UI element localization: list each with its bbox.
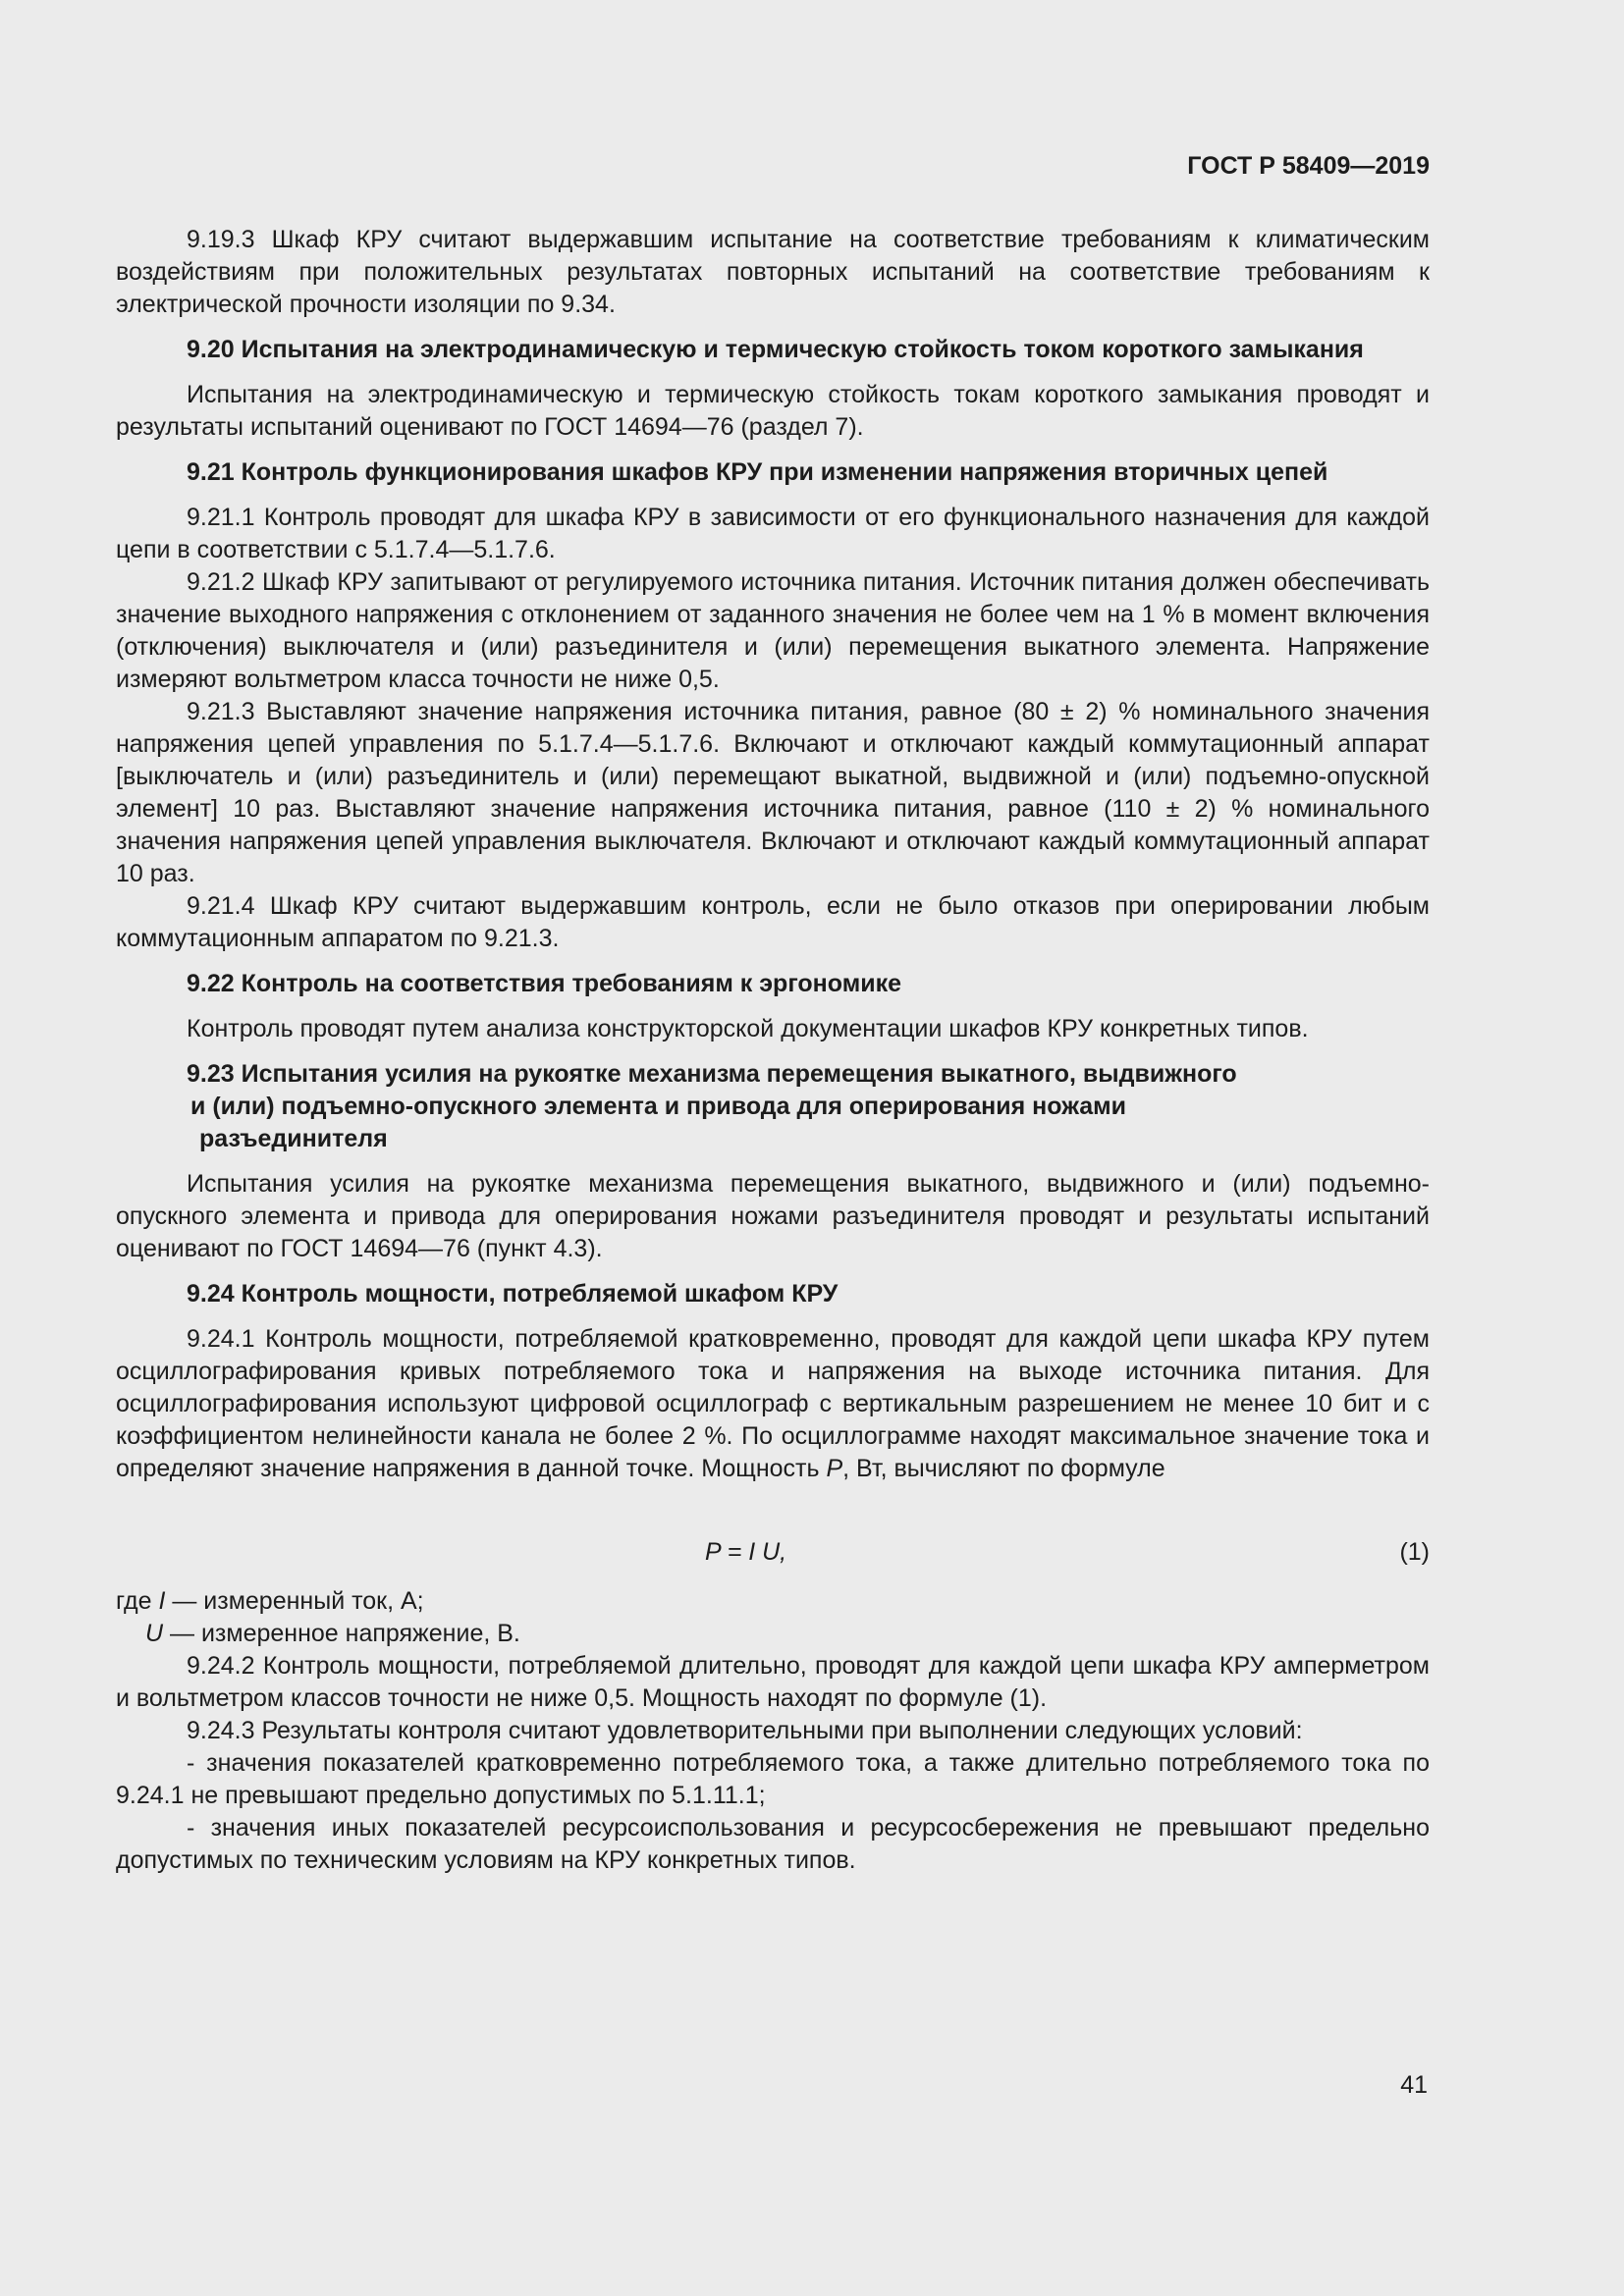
voltage-variable: U bbox=[145, 1620, 164, 1647]
formula-number: (1) bbox=[1399, 1538, 1430, 1566]
paragraph-9-24-3: 9.24.3 Результаты контроля считают удовлетворительными при выполнении следующих условий: bbox=[187, 1717, 1303, 1744]
document-body bbox=[116, 224, 1430, 1877]
heading-9-23-line-1: 9.23 Испытания усилия на рукоятке механизма перемещения выкатного, выдвижного bbox=[187, 1060, 1237, 1088]
heading-9-23-line-3: разъединителя bbox=[199, 1125, 388, 1152]
paragraph-9-21-2: 9.21.2 Шкаф КРУ запитывают от регулируемого источника питания. Источник питания должен обеспечивать значение выходного напряжения с отклонением от заданного значения не более чем на 1 % в момент включения (отключения) выключателя и (или) разъединителя и (или) перемещения выкатного элемента. Напряжение измеряют вольтметром класса точности не ниже 0,5. bbox=[116, 568, 1430, 693]
formula-1 bbox=[116, 1536, 1430, 1569]
heading-9-22: 9.22 Контроль на соответствия требованиям к эргономике bbox=[187, 970, 902, 997]
paragraph-9-19-3: 9.19.3 Шкаф КРУ считают выдержавшим испытание на соответствие требованиям к климатическим воздействиям при положительных результатах повторных испытаний на соответствие требованиям к электрической прочности изоляции по 9.34. bbox=[116, 226, 1430, 318]
list-item: - значения показателей кратковременно потребляемого тока, а также длительно потребляемого тока по 9.24.1 не превышают предельно допустимых по 5.1.11.1; bbox=[116, 1749, 1430, 1809]
where-prefix: где bbox=[116, 1587, 159, 1615]
paragraph-9-24-1 bbox=[116, 1323, 1430, 1485]
formula-expression: P = I U, bbox=[705, 1538, 787, 1566]
paragraph-9-24-2: 9.24.2 Контроль мощности, потребляемой длительно, проводят для каждой цепи шкафа КРУ амперметром и вольтметром классов точности не ниже 0,5. Мощность находят по формуле (1). bbox=[116, 1652, 1430, 1712]
voltage-definition: — измеренное напряжение, В. bbox=[163, 1620, 520, 1647]
paragraph-9-20: Испытания на электродинамическую и термическую стойкость токам короткого замыкания проводят и результаты испытаний оценивают по ГОСТ 14694—76 (раздел 7). bbox=[116, 381, 1430, 441]
paragraph-9-22: Контроль проводят путем анализа конструкторской документации шкафов КРУ конкретных типов. bbox=[187, 1015, 1309, 1042]
paragraph-9-21-4: 9.21.4 Шкаф КРУ считают выдержавшим контроль, если не было отказов при оперировании любым коммутационным аппаратом по 9.21.3. bbox=[116, 892, 1430, 952]
where-current-line bbox=[116, 1585, 1430, 1618]
heading-9-20: 9.20 Испытания на электродинамическую и термическую стойкость током короткого замыкания bbox=[187, 336, 1364, 363]
current-variable: I bbox=[158, 1587, 166, 1615]
document-standard-id: ГОСТ Р 58409—2019 bbox=[1187, 152, 1430, 180]
paragraph-9-23: Испытания усилия на рукоятке механизма перемещения выкатного, выдвижного и (или) подъемно-опускного элемента и привода для оперирования ножами разъединителя проводят и результаты испытаний оценивают по ГОСТ 14694—76 (пункт 4.3). bbox=[116, 1170, 1430, 1262]
where-voltage-line bbox=[116, 1618, 1430, 1650]
heading-9-23-line-2: и (или) подъемно-опускного элемента и привода для оперирования ножами bbox=[190, 1093, 1127, 1120]
paragraph-9-21-1: 9.21.1 Контроль проводят для шкафа КРУ в зависимости от его функционального назначения для каждой цепи в соответствии с 5.1.7.4—5.1.7.6. bbox=[116, 504, 1430, 563]
page-number: 41 bbox=[1400, 2071, 1428, 2099]
heading-9-21: 9.21 Контроль функционирования шкафов КРУ при изменении напряжения вторичных цепей bbox=[187, 458, 1328, 486]
heading-9-24: 9.24 Контроль мощности, потребляемой шкафом КРУ bbox=[187, 1280, 839, 1308]
current-definition: — измеренный ток, А; bbox=[165, 1587, 424, 1615]
list-item: - значения иных показателей ресурсоиспользования и ресурсосбережения не превышают предельно допустимых по техническим условиям на КРУ конкретных типов. bbox=[116, 1814, 1430, 1874]
paragraph-9-21-3: 9.21.3 Выставляют значение напряжения источника питания, равное (80 ± 2) % номинального значения напряжения цепей управления по 5.1.7.4—5.1.7.6. Включают и отключают каждый коммутационный аппарат [выключатель и (или) разъединитель и (или) перемещают выкатной, выдвижной и (или) подъемно-опускной элемент] 10 раз. Выставляют значение напряжения источника питания, равное (110 ± 2) % номинального значения напряжения цепей управления выключателя. Включают и отключают каждый коммутационный аппарат 10 раз. bbox=[116, 698, 1430, 887]
paragraph-9-24-1-text-a: 9.24.1 Контроль мощности, потребляемой кратковременно, проводят для каждой цепи шкафа КРУ путем осциллографирования кривых потребляемого тока и напряжения на выходе источника питания. Для осциллографирования используют цифровой осциллограф с вертикальным разрешением не менее 10 бит и с коэффициентом нелинейности канала не более 2 %. По осциллограмме находят максимальное значение тока и определяют значение напряжения в данной точке. Мощность bbox=[116, 1325, 1430, 1482]
power-variable: P bbox=[826, 1455, 843, 1482]
heading-9-23 bbox=[116, 1058, 1430, 1155]
paragraph-9-24-1-text-b: , Вт, вычисляют по формуле bbox=[842, 1455, 1165, 1482]
